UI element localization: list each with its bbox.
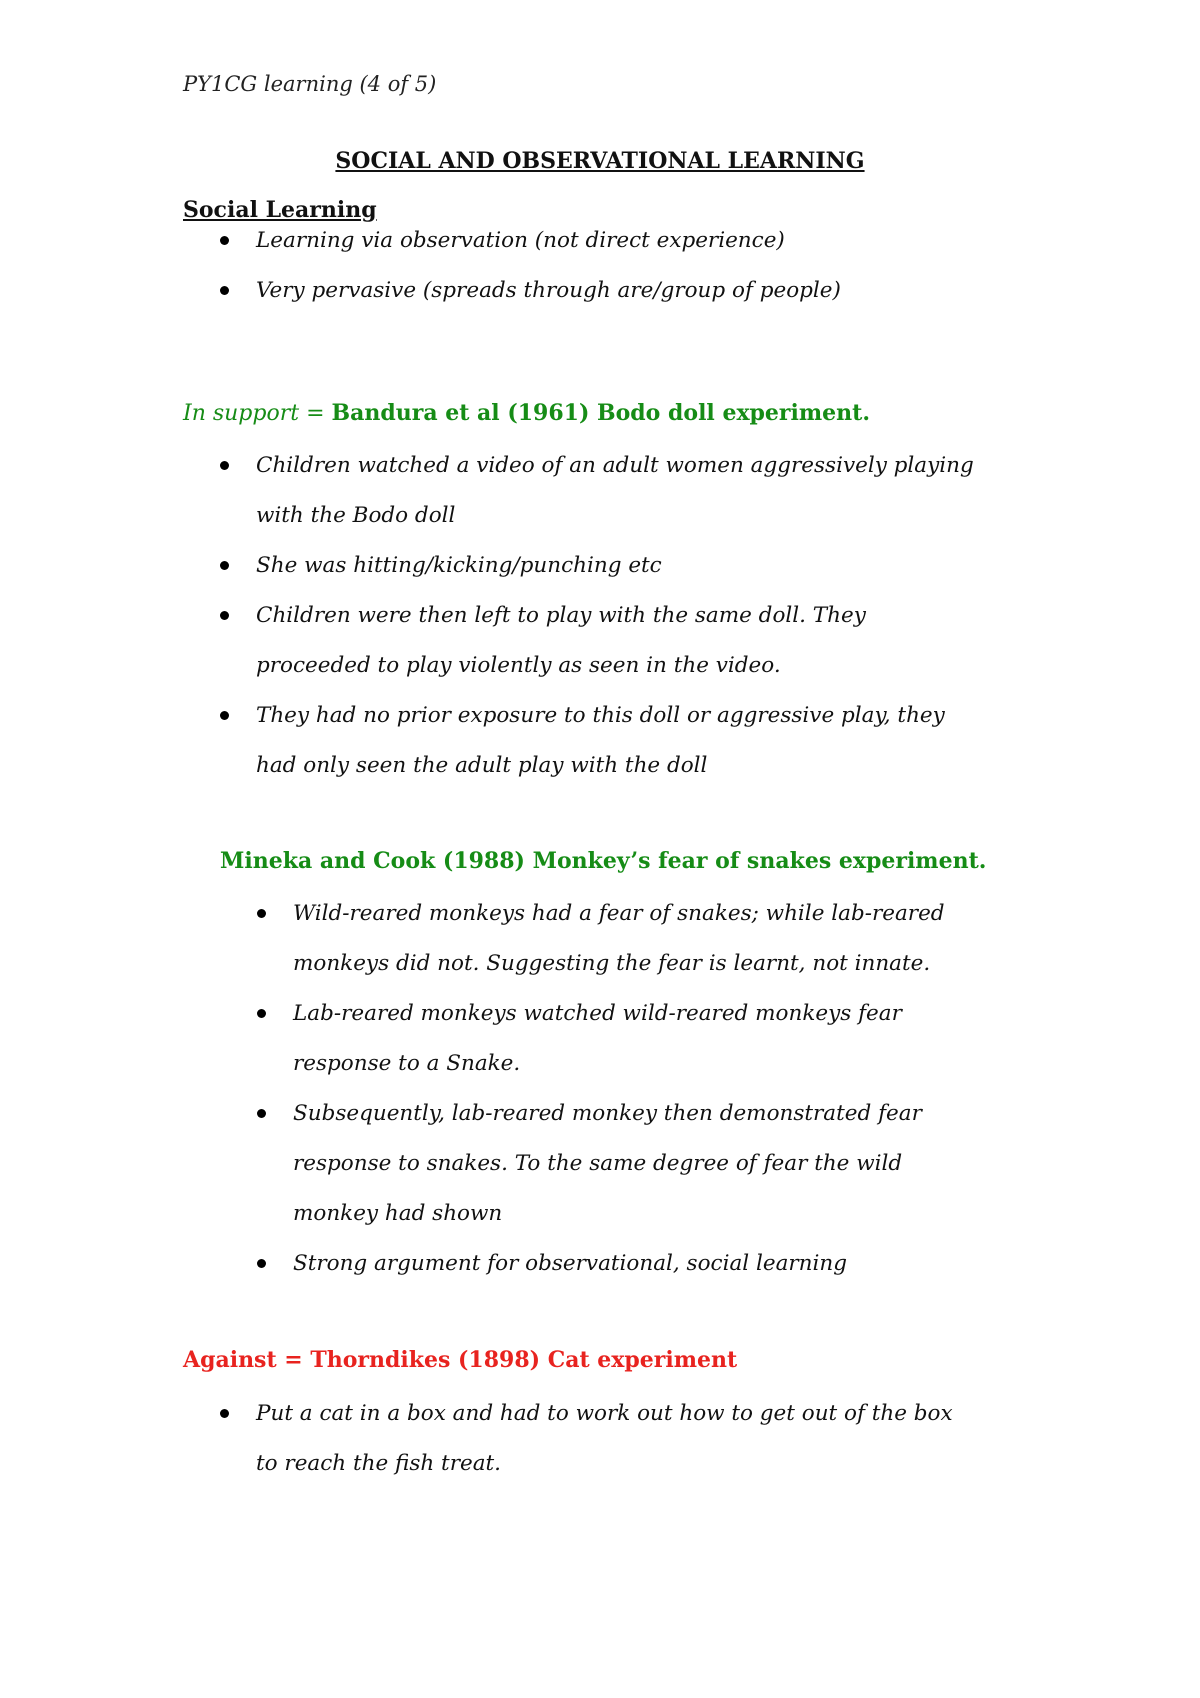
list-item xyxy=(220,989,1100,1089)
page-header: PY1CG learning (4 of 5) xyxy=(183,72,437,96)
bullet-icon xyxy=(257,1109,266,1118)
bullet-icon xyxy=(220,611,229,620)
bullet-line: Wild-reared monkeys had a fear of snakes; while lab-reared xyxy=(293,901,945,926)
bullet-line: She was hitting/kicking/punching etc xyxy=(256,553,662,578)
bullet-line: Children watched a video of an adult women aggressively playing xyxy=(256,453,974,478)
list-item xyxy=(220,889,1100,989)
bullet-line: with the Bodo doll xyxy=(256,503,456,528)
list-item xyxy=(183,216,1083,266)
bullet-line: Subsequently, lab-reared monkey then demonstrated fear xyxy=(293,1101,922,1126)
list-item xyxy=(183,1389,1083,1489)
bullet-line: Strong argument for observational, social learning xyxy=(293,1251,848,1276)
mineka-list xyxy=(220,889,1100,1289)
bullet-line: proceeded to play violently as seen in the video. xyxy=(256,653,781,678)
bullet-icon xyxy=(220,711,229,720)
bullet-line: Children were then left to play with the same doll. They xyxy=(256,603,866,628)
bullet-line: monkey had shown xyxy=(293,1201,503,1226)
bullet-line: response to snakes. To the same degree of fear the wild xyxy=(293,1151,903,1176)
bullet-line: to reach the fish treat. xyxy=(256,1451,501,1476)
list-item xyxy=(183,441,1083,541)
bullet-icon xyxy=(220,286,229,295)
bandura-heading: Bandura et al (1961) Bodo doll experiment. xyxy=(331,400,870,426)
bullet-icon xyxy=(220,461,229,470)
support-heading xyxy=(183,400,870,426)
support-prefix: In support = xyxy=(183,401,332,426)
bullet-line: Put a cat in a box and had to work out how to get out of the box xyxy=(256,1401,953,1426)
social-learning-list xyxy=(183,216,1083,316)
social-learning-heading: Social Learning xyxy=(183,197,377,223)
bullet-line: Lab-reared monkeys watched wild-reared monkeys fear xyxy=(293,1001,902,1026)
bullet-icon xyxy=(220,561,229,570)
bullet-text: Learning via observation (not direct experience) xyxy=(256,228,785,253)
thorndike-list xyxy=(183,1389,1083,1489)
bullet-line: monkeys did not. Suggesting the fear is learnt, not innate. xyxy=(293,951,931,976)
mineka-heading: Mineka and Cook (1988) Monkey’s fear of snakes experiment. xyxy=(220,848,987,874)
against-heading: Against = Thorndikes (1898) Cat experiment xyxy=(183,1347,738,1373)
bullet-text: Very pervasive (spreads through are/group of people) xyxy=(256,278,841,303)
list-item xyxy=(183,591,1083,691)
list-item xyxy=(183,266,1083,316)
list-item xyxy=(183,691,1083,791)
bullet-line: response to a Snake. xyxy=(293,1051,521,1076)
bullet-icon xyxy=(220,1409,229,1418)
list-item xyxy=(183,541,1083,591)
list-item xyxy=(220,1239,1100,1289)
bullet-icon xyxy=(220,236,229,245)
bullet-icon xyxy=(257,909,266,918)
bullet-icon xyxy=(257,1259,266,1268)
bandura-list xyxy=(183,441,1083,791)
document-title: SOCIAL AND OBSERVATIONAL LEARNING xyxy=(335,148,865,174)
bullet-line: had only seen the adult play with the doll xyxy=(256,753,708,778)
bullet-icon xyxy=(257,1009,266,1018)
list-item xyxy=(220,1089,1100,1239)
bullet-line: They had no prior exposure to this doll or aggressive play, they xyxy=(256,703,945,728)
